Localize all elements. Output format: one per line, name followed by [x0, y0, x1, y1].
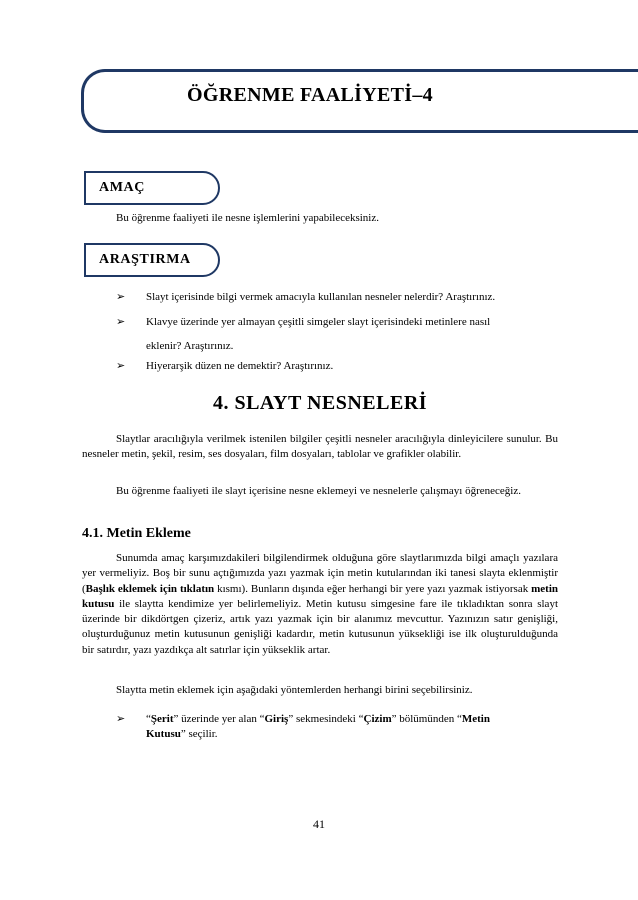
arastirma-tag: ARAŞTIRMA [84, 243, 220, 277]
list-item-continuation: eklenir? Araştırınız. [146, 340, 234, 352]
section-paragraph-2: Bu öğrenme faaliyeti ile slayt içerisine nesne eklemeyi ve nesnelerle çalışmayı öğreneceğiz. [116, 485, 521, 497]
list-item: ➢ Hiyerarşik düzen ne demektir? Araştırınız. [116, 356, 566, 377]
arrow-bullet-icon: ➢ [116, 291, 126, 303]
page-title: ÖĞRENME FAALİYETİ–4 [187, 84, 433, 106]
list-item: ➢ Klavye üzerinde yer almayan çeşitli simgeler slayt içerisindeki metinlere nasıl [116, 312, 566, 333]
subsection-paragraph-1: Sunumda amaç karşımızdakileri bilgilendirmek olduğuna göre slaytlarımızda bilgi amaçlı yazılara yer vermeliyiz. Boş bir sunu açtığımızda yazı yazmak için metin kutularından iki tanesi slayta eklenmiştir (Başlık eklemek için tıklatın kısmı). Bunların dışında eğer herhangi bir yere yazı yazmak istiyorsak metin kutusu ile slaytta kendimize yer belirlemeliyiz. Metin kutusu simgesine fare ile tıkladıktan sonra slayt üzerinde bir dikdörtgen çizeriz, artık yazı yazmak için bir alanımız mevcuttur. Yazınızın satır genişliği, oluşturduğunuz metin kutusunun genişliği kadardır, metin kutusunun yüksekliği ise ilk oluşturulduğunda bir satırdır, yazı yazdıkça alt satırlar için yükseklik artar. [82, 552, 559, 656]
section-heading: 4. SLAYT NESNELERİ [212, 392, 428, 414]
arrow-bullet-icon: ➢ [116, 316, 126, 328]
amac-tag: AMAÇ [84, 171, 220, 205]
list-item: ➢ “Şerit” üzerinde yer alan “Giriş” sekmesindeki “Çizim” bölümünden “Metin Kutusu” seçilir. [116, 713, 490, 741]
arrow-bullet-icon: ➢ [116, 360, 126, 372]
section-paragraph-1: Slaytlar aracılığıyla verilmek istenilen bilgiler çeşitli nesneler aracılığıyla dinleyicilere sunulur. Bu nesneler metin, şekil, resim, ses dosyaları, film dosyaları, tablolar ve grafikler olabilir. [82, 433, 558, 461]
page-number: 41 [313, 817, 325, 831]
subsection-heading: 4.1. Metin Ekleme [82, 526, 191, 541]
amac-text: Bu öğrenme faaliyeti ile nesne işlemlerini yapabileceksiniz. [116, 212, 379, 224]
arrow-bullet-icon: ➢ [116, 713, 126, 725]
subsection-paragraph-2: Slaytta metin eklemek için aşağıdaki yöntemlerden herhangi birini seçebilirsiniz. [116, 684, 473, 696]
list-item: ➢ Slayt içerisinde bilgi vermek amacıyla kullanılan nesneler nelerdir? Araştırınız. [116, 287, 566, 308]
